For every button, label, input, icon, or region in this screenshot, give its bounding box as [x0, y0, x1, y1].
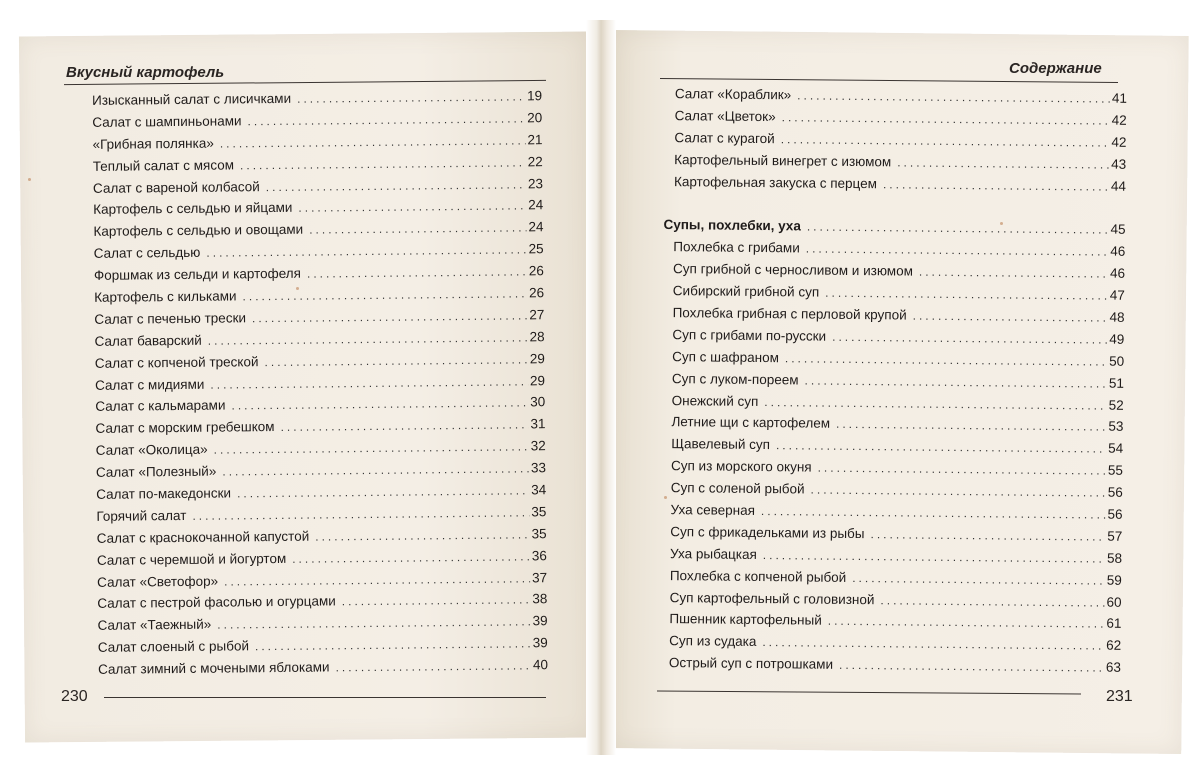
- dot-leader: [782, 110, 1110, 127]
- toc-entry-page: 26: [529, 285, 545, 301]
- toc-entry-title: Картофель с сельдью и овощами: [93, 222, 304, 240]
- toc-entry-page: 27: [529, 307, 545, 323]
- toc-entry-page: 51: [1108, 375, 1124, 391]
- toc-entry-title: Салат с шампиньонами: [92, 113, 242, 130]
- toc-entry-title: Похлебка грибная с перловой крупой: [672, 305, 907, 323]
- dot-leader: [264, 352, 527, 369]
- toc-entry-page: 40: [532, 657, 549, 673]
- dot-leader: [214, 440, 529, 457]
- toc-entry-title: Салат баварский: [94, 332, 202, 349]
- toc-entry-page: 54: [1108, 441, 1124, 457]
- dot-leader: [913, 309, 1108, 325]
- toc-entry-title: Уха северная: [670, 502, 756, 518]
- toc-entry-page: 28: [529, 328, 545, 345]
- toc-entry-title: Форшмак из сельди и картофеля: [93, 265, 302, 284]
- toc-entry-page: 31: [530, 416, 546, 432]
- dot-leader: [292, 549, 530, 565]
- dot-leader: [781, 132, 1110, 149]
- toc-entry-page: 42: [1111, 134, 1127, 150]
- toc-entry-page: 52: [1108, 397, 1124, 413]
- toc-entry-page: 19: [526, 88, 543, 104]
- toc-entry-page: 26: [528, 263, 544, 279]
- dot-leader: [266, 177, 526, 194]
- toc-entry-title: Теплый салат с мясом: [92, 157, 235, 174]
- toc-entry-title: Салат с краснокочанной капустой: [96, 528, 310, 546]
- dot-leader: [811, 483, 1106, 500]
- toc-entry-title: Суп с грибами по-русски: [672, 326, 827, 344]
- toc-entry-page: 23: [527, 175, 544, 191]
- toc-entry-page: 32: [530, 438, 546, 454]
- dot-leader: [897, 155, 1109, 171]
- dot-leader: [192, 505, 529, 523]
- toc-entry-title: Салат «Таежный»: [97, 617, 212, 634]
- toc-entry-page: 53: [1108, 419, 1124, 435]
- toc-entry-title: Суп картофельный с головизной: [669, 589, 875, 607]
- dot-leader: [220, 133, 526, 150]
- toc-entry-page: 43: [1111, 156, 1127, 172]
- toc-entry-title: Суп грибной с черносливом и изюмом: [673, 261, 913, 279]
- dot-leader: [298, 199, 526, 215]
- toc-entry-title: Салат зимний с мочеными яблоками: [97, 659, 330, 678]
- toc-entry-title: Салат с пестрой фасолью и огурцами: [97, 593, 336, 612]
- toc-entry-title: Салат «Околица»: [95, 441, 208, 459]
- toc-list-right: [659, 86, 1127, 682]
- toc-entry-page: 35: [531, 504, 547, 520]
- dot-leader: [307, 264, 527, 280]
- dot-leader: [206, 243, 526, 260]
- toc-entry-page: 59: [1106, 572, 1122, 588]
- dot-leader: [919, 265, 1108, 281]
- toc-entry-page: 38: [532, 591, 548, 607]
- toc-entry-title: Салат «Цветок»: [674, 107, 776, 125]
- toc-entry-page: 45: [1110, 222, 1126, 238]
- toc-entry-title: Салат «Кораблик»: [674, 86, 792, 103]
- toc-entry-page: 47: [1109, 287, 1125, 303]
- toc-entry-title: Салат с печенью трески: [94, 310, 247, 327]
- book-gutter: [586, 20, 616, 755]
- toc-entry-title: «Грибная полянка»: [92, 135, 214, 152]
- toc-entry-title: Сибирский грибной суп: [672, 283, 820, 300]
- dot-leader: [805, 373, 1107, 390]
- toc-entry-title: Похлебка с копченой рыбой: [669, 567, 847, 585]
- dot-leader: [224, 571, 530, 588]
- running-head-left: Вкусный картофель: [66, 64, 225, 81]
- toc-entry-page: 33: [530, 460, 547, 476]
- dot-leader: [818, 461, 1106, 478]
- toc-entry-page: 35: [531, 525, 547, 542]
- toc-entry-title: Летние щи с картофелем: [671, 414, 831, 432]
- toc-entry-page: 41: [1111, 90, 1127, 106]
- dot-leader: [807, 220, 1109, 237]
- dot-leader: [764, 395, 1106, 413]
- dot-leader: [776, 439, 1106, 456]
- toc-entry-title: Щавелевый суп: [671, 436, 771, 453]
- toc-entry-title: Салат с кальмарами: [95, 397, 226, 415]
- toc-entry-page: 61: [1106, 616, 1122, 632]
- paper-speck: [28, 178, 31, 181]
- toc-entry-title: Суп с фрикадельками из рыбы: [670, 524, 865, 542]
- dot-leader: [785, 351, 1107, 368]
- dot-leader: [883, 177, 1109, 193]
- toc-entry-title: Суп из морского окуня: [670, 458, 812, 475]
- toc-entry-title: Салат с вареной колбасой: [92, 178, 260, 196]
- dot-leader: [280, 418, 528, 435]
- toc-entry-page: 30: [530, 394, 546, 410]
- dot-leader: [222, 461, 529, 478]
- toc-entry-page: 22: [527, 153, 543, 170]
- toc-entry-title: Салат слоеный с рыбой: [97, 638, 250, 656]
- toc-entry-title: Картофель с сельдью и яйцами: [93, 200, 293, 218]
- toc-entry-page: 62: [1106, 638, 1122, 654]
- dot-leader: [231, 396, 528, 413]
- toc-entry-page: 24: [528, 219, 544, 235]
- dot-leader: [240, 155, 526, 172]
- toc-entry-page: 46: [1109, 265, 1126, 282]
- toc-entry-title: Салат с курагой: [674, 129, 775, 146]
- toc-entry-title: Салат с мидиями: [94, 376, 205, 393]
- toc-entry-page: 48: [1109, 309, 1125, 325]
- dot-leader: [763, 548, 1105, 566]
- toc-entry-page: 46: [1110, 244, 1126, 260]
- dot-leader: [217, 615, 530, 632]
- toc-entry-page: 42: [1111, 112, 1127, 128]
- toc-entry-page: 21: [527, 131, 543, 148]
- toc-entry-page: 60: [1106, 594, 1122, 610]
- toc-entry-title: Салат с копченой треской: [94, 353, 259, 371]
- toc-entry-page: 37: [531, 569, 548, 585]
- toc-entry-title: Салат с морским гребешком: [95, 419, 275, 437]
- toc-entry-title: Горячий салат: [96, 507, 187, 524]
- page-number-right: 231: [1106, 688, 1133, 705]
- toc-entry-page: 56: [1107, 506, 1123, 522]
- dot-leader: [836, 417, 1107, 434]
- toc-entry-title: Салат с черемшой и йогуртом: [96, 550, 287, 568]
- dot-leader: [297, 89, 525, 105]
- footer-rule-left: [104, 697, 546, 698]
- toc-entry-title: Суп с шафраном: [672, 348, 780, 366]
- toc-entry-title: Похлебка с грибами: [673, 239, 800, 256]
- dot-leader: [247, 111, 525, 128]
- toc-entry-title: Салат по-македонски: [96, 485, 232, 502]
- dot-leader: [335, 658, 531, 674]
- toc-entry-page: 57: [1107, 528, 1123, 544]
- toc-entry-page: 29: [529, 372, 546, 388]
- dot-leader: [806, 242, 1109, 259]
- toc-entry-title: Салат «Полезный»: [95, 463, 217, 481]
- toc-entry-title: Салат «Светофор»: [97, 573, 219, 590]
- dot-leader: [315, 527, 530, 543]
- toc-entry-page: 55: [1107, 462, 1124, 479]
- toc-entry-title: Изысканный салат с лисичками: [91, 90, 292, 108]
- toc-entry-page: 36: [531, 547, 547, 564]
- toc-entry-title: Суп с луком-пореем: [671, 370, 799, 388]
- toc-entry-title: Суп с соленой рыбой: [670, 480, 805, 497]
- toc-entry-page: 44: [1110, 178, 1127, 194]
- dot-leader: [839, 658, 1104, 675]
- toc-entry-page: 39: [532, 613, 548, 629]
- toc-entry-title: Супы, похлебки, уха: [663, 217, 801, 234]
- toc-list-left: [82, 88, 548, 684]
- dot-leader: [237, 483, 529, 500]
- toc-entry-page: 20: [527, 110, 543, 126]
- dot-leader: [342, 593, 531, 609]
- toc-entry-page: 25: [528, 241, 544, 257]
- dot-leader: [309, 221, 526, 237]
- dot-leader: [761, 504, 1106, 522]
- toc-entry-title: Онежский суп: [671, 392, 759, 409]
- toc-entry-page: 29: [529, 350, 545, 367]
- dot-leader: [252, 308, 527, 325]
- toc-entry-title: Суп из судака: [669, 633, 757, 650]
- toc-entry-page: 56: [1107, 484, 1123, 500]
- toc-entry-page: 63: [1105, 659, 1122, 676]
- page-number-left: 230: [61, 688, 88, 705]
- dot-leader: [852, 571, 1105, 588]
- toc-entry-page: 50: [1109, 353, 1125, 369]
- toc-entry-title: Уха рыбацкая: [670, 545, 757, 562]
- toc-entry-page: 39: [532, 635, 548, 651]
- toc-entry-title: Салат с сельдью: [93, 245, 201, 262]
- dot-leader: [255, 637, 531, 654]
- dot-leader: [208, 330, 528, 347]
- dot-leader: [825, 286, 1108, 303]
- toc-entry-page: 58: [1106, 550, 1123, 566]
- toc-entry-title: Картофельная закуска с перцем: [673, 173, 878, 191]
- dot-leader: [832, 330, 1107, 347]
- dot-leader: [870, 527, 1105, 543]
- dot-leader: [797, 88, 1110, 105]
- dot-leader: [210, 374, 528, 391]
- toc-entry-title: Острый суп с потрошками: [668, 655, 834, 673]
- running-head-right: Содержание: [1009, 60, 1102, 77]
- toc-entry-title: Картофель с кильками: [94, 288, 237, 305]
- toc-entry-page: 24: [528, 197, 544, 213]
- dot-leader: [762, 635, 1104, 653]
- dot-leader: [880, 593, 1104, 609]
- toc-entry-page: 34: [531, 482, 547, 498]
- toc-entry-title: Пшенник картофельный: [669, 611, 822, 629]
- toc-entry-title: Картофельный винегрет с изюмом: [674, 151, 892, 170]
- toc-entry-page: 49: [1109, 331, 1125, 347]
- dot-leader: [242, 286, 527, 303]
- dot-leader: [828, 614, 1105, 631]
